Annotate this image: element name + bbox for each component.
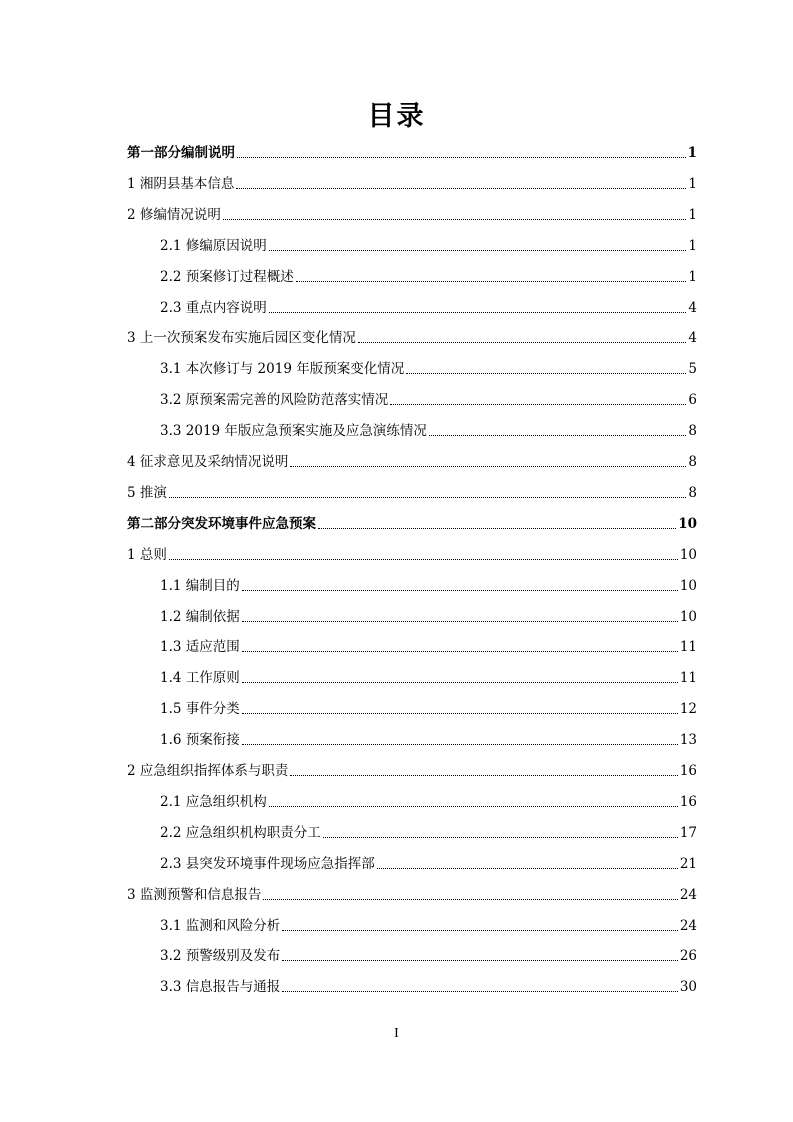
toc-leader-dots <box>429 435 686 436</box>
toc-entry[interactable] <box>127 202 697 224</box>
toc-entry[interactable] <box>160 634 697 656</box>
toc-entry-title: 第二部分突发环境事件应急预案 <box>127 515 316 532</box>
toc-leader-dots <box>242 682 678 683</box>
toc-entry-page-number: 11 <box>679 639 697 656</box>
toc-entry-page-number: 4 <box>688 299 697 316</box>
toc-entry-title: 5 推演 <box>127 484 167 501</box>
toc-entry-page-number: 5 <box>688 361 697 378</box>
toc-entry-page-number: 1 <box>688 175 697 192</box>
toc-leader-dots <box>358 342 687 343</box>
toc-leader-dots <box>236 188 686 189</box>
toc-entry-page-number: 17 <box>679 824 697 841</box>
toc-leader-dots <box>269 312 687 313</box>
toc-entry-page-number: 1 <box>687 145 697 161</box>
toc-entry-title: 1.5 事件分类 <box>160 701 240 718</box>
toc-entry-title: 3.1 本次修订与 2019 年版预案变化情况 <box>160 361 405 378</box>
toc-entry-title: 2.3 县突发环境事件现场应急指挥部 <box>160 855 375 872</box>
toc-entry-page-number: 8 <box>688 423 697 440</box>
toc-entry[interactable] <box>160 418 697 440</box>
toc-entry[interactable] <box>127 325 697 347</box>
toc-leader-dots <box>242 651 678 652</box>
toc-entry-page-number: 26 <box>679 948 697 965</box>
toc-leader-dots <box>282 991 678 992</box>
toc-entry-title: 2 修编情况说明 <box>127 206 221 223</box>
toc-entry[interactable] <box>160 943 697 965</box>
toc-entry[interactable] <box>160 356 697 378</box>
toc-leader-dots <box>242 621 678 622</box>
footer-page-number: I <box>394 1026 399 1041</box>
toc-entry-page-number: 4 <box>688 330 697 347</box>
toc-entry-page-number: 13 <box>679 732 697 749</box>
toc-entry[interactable] <box>160 604 697 626</box>
toc-entry-page-number: 6 <box>688 392 697 409</box>
toc-entry-page-number: 16 <box>679 763 697 779</box>
toc-entry[interactable] <box>127 480 697 502</box>
toc-entry-title: 3.3 2019 年版应急预案实施及应急演练情况 <box>160 423 427 440</box>
toc-entry-page-number: 1 <box>688 268 697 285</box>
toc-entry-page-number: 24 <box>679 917 697 934</box>
toc-leader-dots <box>269 250 687 251</box>
toc-entry-title: 2.2 应急组织机构职责分工 <box>160 824 321 841</box>
toc-entry-title: 1 总则 <box>127 546 167 563</box>
toc-leader-dots <box>269 806 678 807</box>
toc-leader-dots <box>318 528 676 529</box>
toc-leader-dots <box>223 219 687 220</box>
toc-entry[interactable] <box>160 665 697 687</box>
toc-entry-title: 1.2 编制依据 <box>160 608 240 625</box>
toc-entry[interactable] <box>160 573 697 595</box>
toc-leader-dots <box>290 775 677 776</box>
toc-entry-page-number: 10 <box>679 608 697 625</box>
toc-entry[interactable] <box>160 387 697 409</box>
toc-leader-dots <box>169 559 678 560</box>
toc-entry-page-number: 1 <box>688 237 697 254</box>
toc-entry[interactable] <box>160 295 697 317</box>
toc-entry-title: 2.2 预案修订过程概述 <box>160 268 294 285</box>
toc-leader-dots <box>242 713 678 714</box>
toc-entry-title: 3.2 预警级别及发布 <box>160 948 281 965</box>
toc-leader-dots <box>282 960 678 961</box>
toc-entry-title: 3.3 信息报告与通报 <box>160 979 281 996</box>
toc-entry[interactable] <box>160 820 697 842</box>
toc-leader-dots <box>390 404 686 405</box>
toc-leader-dots <box>290 466 686 467</box>
toc-leader-dots <box>242 744 678 745</box>
toc-entry[interactable] <box>127 758 697 780</box>
toc-entry[interactable] <box>160 727 697 749</box>
toc-entry-title: 1.3 适应范围 <box>160 639 240 656</box>
toc-entry-title: 2 应急组织指挥体系与职责 <box>127 763 289 779</box>
toc-entry-title: 3 监测预警和信息报告 <box>127 886 262 903</box>
toc-leader-dots <box>296 281 687 282</box>
toc-entry[interactable] <box>127 140 697 162</box>
toc-entry-title: 1.1 编制目的 <box>160 577 240 594</box>
toc-entry-page-number: 10 <box>679 577 697 594</box>
toc-entry-title: 3.1 监测和风险分析 <box>160 917 281 934</box>
toc-entry-title: 第一部分编制说明 <box>127 145 235 161</box>
toc-entry[interactable] <box>160 789 697 811</box>
toc-entry[interactable] <box>160 913 697 935</box>
toc-entry[interactable] <box>160 233 697 255</box>
toc-entry-title: 4 征求意见及采纳情况说明 <box>127 454 289 470</box>
toc-entry[interactable] <box>160 974 697 996</box>
toc-entry-title: 1.6 预案衔接 <box>160 732 240 749</box>
toc-entry-page-number: 10 <box>678 515 697 532</box>
toc-entry-title: 2.1 应急组织机构 <box>160 793 267 810</box>
toc-leader-dots <box>377 868 678 869</box>
toc-entry[interactable] <box>127 511 697 533</box>
toc-leader-dots <box>263 899 677 900</box>
toc-leader-dots <box>237 157 686 158</box>
toc-leader-dots <box>406 373 686 374</box>
toc-entry[interactable] <box>127 171 697 193</box>
toc-entry[interactable] <box>127 542 697 564</box>
page-title: 目录 <box>367 101 426 132</box>
toc-entry-page-number: 12 <box>679 701 697 718</box>
toc-entry-page-number: 8 <box>688 454 697 470</box>
toc-entry-title: 2.1 修编原因说明 <box>160 237 267 254</box>
toc-entry[interactable] <box>127 882 697 904</box>
toc-entry-page-number: 24 <box>679 886 697 903</box>
toc-leader-dots <box>282 930 678 931</box>
toc-leader-dots <box>169 497 687 498</box>
toc-entry-title: 3.2 原预案需完善的风险防范落实情况 <box>160 392 389 409</box>
toc-entry[interactable] <box>160 264 697 286</box>
toc-leader-dots <box>323 837 678 838</box>
toc-entry-page-number: 10 <box>679 546 697 563</box>
toc-entry-page-number: 11 <box>679 670 697 687</box>
toc-entry-title: 2.3 重点内容说明 <box>160 299 267 316</box>
toc-entry-title: 1 湘阴县基本信息 <box>127 175 235 192</box>
toc-entry[interactable] <box>160 851 697 873</box>
toc-entry-page-number: 8 <box>688 484 697 501</box>
toc-entry-page-number: 21 <box>679 855 697 872</box>
toc-entry-page-number: 1 <box>688 206 697 223</box>
toc-entry[interactable] <box>127 449 697 471</box>
toc-entry-page-number: 30 <box>679 979 697 996</box>
toc-entry[interactable] <box>160 696 697 718</box>
toc-leader-dots <box>242 590 678 591</box>
toc-entry-title: 3 上一次预案发布实施后园区变化情况 <box>127 330 356 347</box>
toc-entry-title: 1.4 工作原则 <box>160 670 240 687</box>
toc-entry-page-number: 16 <box>679 793 697 810</box>
